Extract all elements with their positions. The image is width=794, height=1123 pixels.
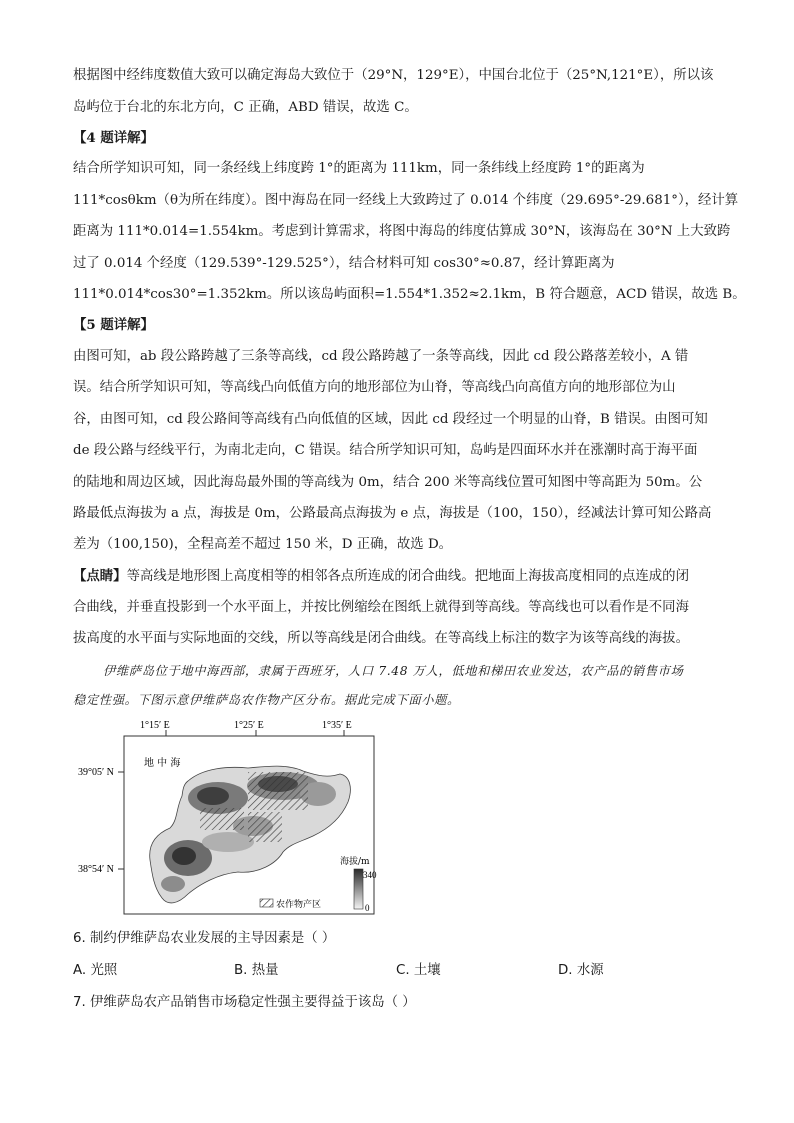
paragraph-line: 由图可知，ab 段公路跨越了三条等高线，cd 段公路跨越了一条等高线，因此 cd 段公路落差较小，A 错	[73, 349, 689, 364]
option-d[interactable]: D. 水源	[558, 963, 604, 978]
paragraph-line: 谷，由图可知，cd 段公路间等高线有凸向低值的区域，因此 cd 段经过一个明显的山脊，B 错误。由图可知	[73, 412, 708, 427]
key-point-line	[73, 566, 723, 587]
paragraph-line: 根据图中经纬度数值大致可以确定海岛大致位于（29°N，129°E），中国台北位于（25°N,121°E），所以该	[73, 68, 714, 83]
paragraph-line: 差为（100,150)，全程高差不超过 150 米，D 正确，故选 D。	[73, 537, 453, 552]
crop-area	[200, 808, 244, 830]
paragraph-line: 111*cosθkm（θ为所在纬度）。图中海岛在同一经线上大致跨过了 0.014 个纬度（29.695°-29.681°），经计算	[73, 193, 739, 208]
crop-area	[248, 812, 282, 842]
crop-legend-label: 农作物产区	[276, 900, 322, 910]
ibiza-map-figure	[78, 716, 378, 918]
lat-label: 39°05′ N	[78, 767, 114, 778]
sea-label: 地 中 海	[144, 758, 181, 769]
question-6: 6. 制约伊维萨岛农业发展的主导因素是（ ）	[73, 931, 336, 946]
paragraph-line: 误。结合所学知识可知，等高线凸向低值方向的地形部位为山脊，等高线凸向高值方向的地形部位为山	[73, 380, 676, 395]
lon-label: 1°35′ E	[322, 720, 352, 731]
paragraph-line: 距离为 111*0.014=1.554km。考虑到计算需求，将图中海岛的纬度估算成 30°N，该海岛在 30°N 上大致跨	[73, 224, 731, 239]
question-7: 7. 伊维萨岛农产品销售市场稳定性强主要得益于该岛（ ）	[73, 995, 416, 1010]
section-heading-q5: 【5 题详解】	[73, 317, 154, 333]
elevation-legend-title: 海拔/m	[340, 857, 370, 867]
key-point-text: 等高线是地形图上高度相等的相邻各点所连成的闭合曲线。把地面上海拔高度相同的点连成的闭	[126, 569, 689, 584]
elevation-color-bar	[354, 869, 363, 909]
option-c[interactable]: C. 土壤	[396, 963, 441, 978]
material-line: 伊维萨岛位于地中海西部，隶属于西班牙，人口 7.48 万人，低地和梯田农业发达，农产品的销售市场	[103, 664, 684, 678]
crop-legend-swatch	[260, 899, 273, 907]
paragraph-line: 过了 0.014 个经度（129.539°-129.525°），结合材料可知 cos30°≈0.87，经计算距离为	[73, 256, 615, 271]
lon-label: 1°15′ E	[140, 720, 170, 731]
paragraph-line: 拔高度的水平面与实际地面的交线，所以等高线是闭合曲线。在等高线上标注的数字为该等高线的海拔。	[73, 631, 689, 646]
paragraph-line: 路最低点海拔为 a 点，海拔是 0m，公路最高点海拔为 e 点，海拔是（100，150），经减法计算可知公路高	[73, 506, 712, 521]
option-a[interactable]: A. 光照	[73, 963, 118, 978]
paragraph-line: 合曲线，并垂直投影到一个水平面上，并按比例缩绘在图纸上就得到等高线。等高线也可以看作是不同海	[73, 600, 689, 615]
paragraph-line: 的陆地和周边区域，因此海岛最外围的等高线为 0m，结合 200 米等高线位置可知图中等高距为 50m。公	[73, 475, 703, 490]
paragraph-line: de 段公路与经线平行，为南北走向，C 错误。结合所学知识可知，岛屿是四面环水并在涨潮时高于海平面	[73, 443, 698, 458]
crop-area	[248, 772, 308, 810]
paragraph-line: 岛屿位于台北的东北方向，C 正确，ABD 错误，故选 C。	[73, 100, 418, 115]
ibiza-map	[78, 716, 378, 918]
option-b[interactable]: B. 热量	[234, 963, 279, 978]
elevation-min: 0	[365, 903, 370, 913]
elevation-max: 340	[363, 870, 377, 880]
paragraph-line: 111*0.014*cos30°=1.352km。所以该岛屿面积=1.554*1.352≈2.1km，B 符合题意，ACD 错误，故选 B。	[73, 287, 746, 302]
lon-label: 1°25′ E	[234, 720, 264, 731]
key-point-label: 【点睛】	[73, 568, 127, 584]
section-heading-q4: 【4 题详解】	[73, 130, 154, 146]
material-line: 稳定性强。下图示意伊维萨岛农作物产区分布。据此完成下面小题。	[73, 693, 460, 707]
paragraph-line: 结合所学知识可知，同一条经线上纬度跨 1°的距离为 111km，同一条纬线上经度跨 1°的距离为	[73, 161, 645, 176]
lat-label: 38°54′ N	[78, 864, 114, 875]
